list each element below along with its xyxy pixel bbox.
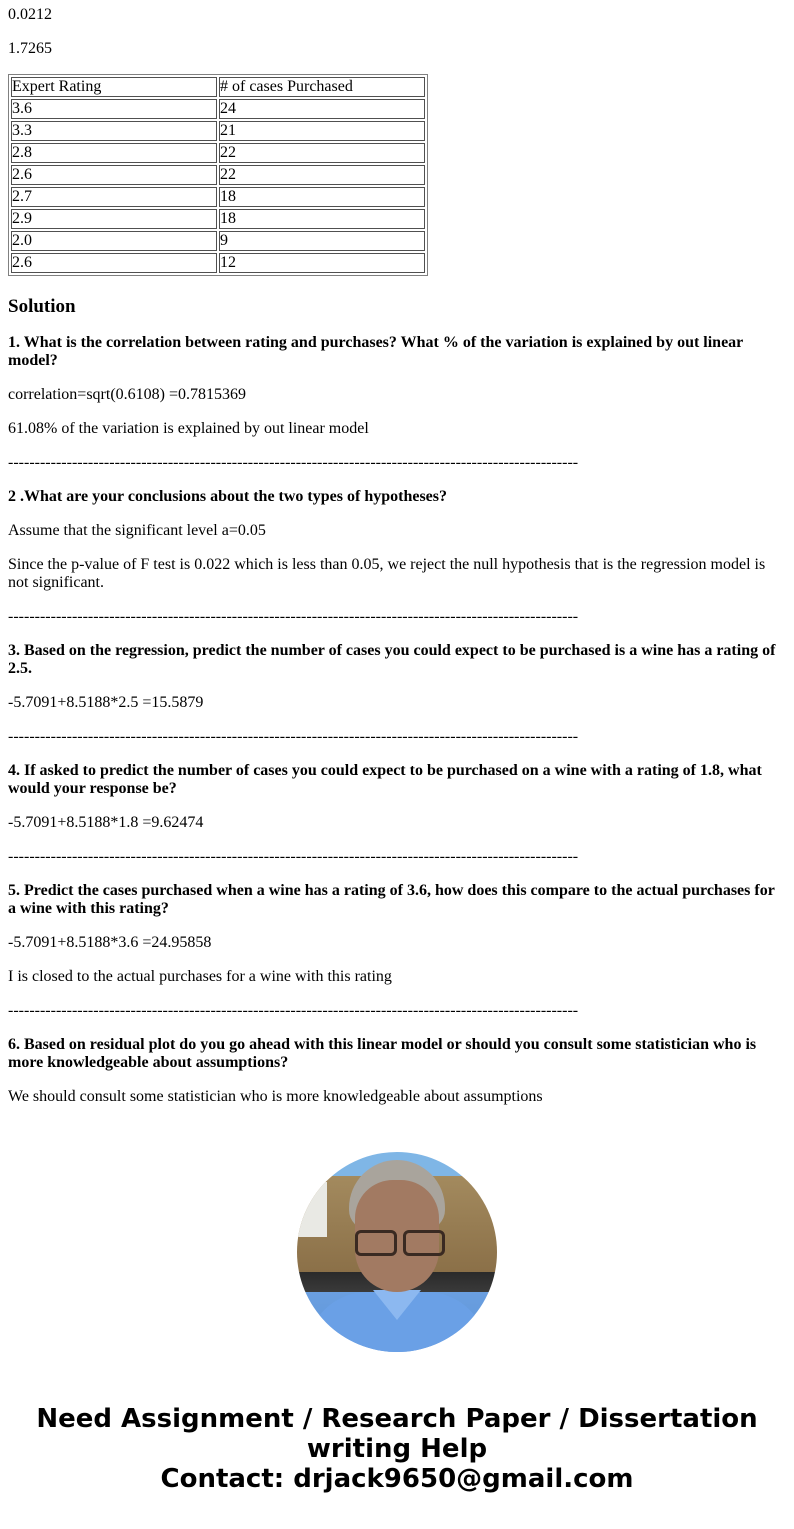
question-section-6 bbox=[8, 1036, 786, 1106]
stat-value-2: 1.7265 bbox=[8, 40, 52, 57]
promo-headline: Need Assignment / Research Paper / Dissertation writing Help bbox=[36, 1404, 758, 1464]
question-section-2 bbox=[8, 488, 786, 626]
table-cell-cases: 22 bbox=[219, 143, 425, 163]
ratings-table bbox=[8, 74, 428, 276]
table-row bbox=[11, 165, 425, 185]
solution-heading: Solution bbox=[8, 296, 76, 317]
answer-1a: correlation=sqrt(0.6108) =0.7815369 bbox=[8, 386, 246, 403]
table-row bbox=[11, 99, 425, 119]
table-header-cell: Expert Rating bbox=[11, 77, 217, 97]
stat-value-1: 0.0212 bbox=[8, 6, 52, 23]
separator-line: ----------------------------------------------------------------------------------------------------------- bbox=[8, 848, 579, 865]
author-avatar bbox=[297, 1152, 497, 1352]
table-cell-rating: 2.7 bbox=[11, 187, 217, 207]
table-row bbox=[11, 209, 425, 229]
question-section-3 bbox=[8, 642, 786, 746]
table-cell-rating: 2.6 bbox=[11, 165, 217, 185]
avatar-container bbox=[8, 1152, 786, 1352]
table-row bbox=[11, 121, 425, 141]
table-cell-cases: 21 bbox=[219, 121, 425, 141]
table-row bbox=[11, 187, 425, 207]
table-cell-rating: 3.6 bbox=[11, 99, 217, 119]
question-4: 4. If asked to predict the number of cases you could expect to be purchased on a wine with a rating of 1.8, what would your response be? bbox=[8, 762, 762, 797]
table-row bbox=[11, 231, 425, 251]
table-cell-rating: 2.8 bbox=[11, 143, 217, 163]
answer-2a: Assume that the significant level a=0.05 bbox=[8, 522, 266, 539]
glasses-icon bbox=[355, 1230, 397, 1256]
table-cell-cases: 18 bbox=[219, 187, 425, 207]
question-2: 2 .What are your conclusions about the two types of hypotheses? bbox=[8, 488, 447, 505]
table-cell-cases: 24 bbox=[219, 99, 425, 119]
promo-banner bbox=[8, 1404, 786, 1494]
table-row bbox=[11, 253, 425, 273]
question-1: 1. What is the correlation between rating and purchases? What % of the variation is explained by out linear model? bbox=[8, 334, 743, 369]
separator-line: ----------------------------------------------------------------------------------------------------------- bbox=[8, 454, 579, 471]
table-cell-rating: 2.6 bbox=[11, 253, 217, 273]
avatar-background-switchboard bbox=[297, 1182, 327, 1237]
document-page bbox=[0, 6, 794, 1494]
answer-5a: -5.7091+8.5188*3.6 =24.95858 bbox=[8, 934, 212, 951]
table-cell-rating: 2.0 bbox=[11, 231, 217, 251]
table-cell-rating: 2.9 bbox=[11, 209, 217, 229]
table-cell-cases: 9 bbox=[219, 231, 425, 251]
answer-3a: -5.7091+8.5188*2.5 =15.5879 bbox=[8, 694, 204, 711]
table-cell-cases: 22 bbox=[219, 165, 425, 185]
table-header-cell: # of cases Purchased bbox=[219, 77, 425, 97]
question-3: 3. Based on the regression, predict the number of cases you could expect to be purchased is a wine has a rating of 2.5. bbox=[8, 642, 776, 677]
glasses-icon bbox=[403, 1230, 445, 1256]
question-section-5 bbox=[8, 882, 786, 1020]
answer-6a: We should consult some statistician who is more knowledgeable about assumptions bbox=[8, 1088, 543, 1105]
table-cell-rating: 3.3 bbox=[11, 121, 217, 141]
answer-4a: -5.7091+8.5188*1.8 =9.62474 bbox=[8, 814, 204, 831]
separator-line: ----------------------------------------------------------------------------------------------------------- bbox=[8, 728, 579, 745]
question-section-4 bbox=[8, 762, 786, 866]
answer-5b: I is closed to the actual purchases for a wine with this rating bbox=[8, 968, 392, 985]
separator-line: ----------------------------------------------------------------------------------------------------------- bbox=[8, 1002, 579, 1019]
separator-line: ----------------------------------------------------------------------------------------------------------- bbox=[8, 608, 579, 625]
question-section-1 bbox=[8, 334, 786, 472]
answer-1b: 61.08% of the variation is explained by out linear model bbox=[8, 420, 369, 437]
table-header-row bbox=[11, 77, 425, 97]
promo-contact: Contact: drjack9650@gmail.com bbox=[160, 1464, 634, 1494]
table-cell-cases: 12 bbox=[219, 253, 425, 273]
question-5: 5. Predict the cases purchased when a wine has a rating of 3.6, how does this compare to the actual purchases for a wine with this rating? bbox=[8, 882, 775, 917]
table-cell-cases: 18 bbox=[219, 209, 425, 229]
answer-2b: Since the p-value of F test is 0.022 which is less than 0.05, we reject the null hypothesis that is the regression model is not significant. bbox=[8, 556, 766, 591]
question-6: 6. Based on residual plot do you go ahead with this linear model or should you consult some statistician who is more knowledgeable about assumptions? bbox=[8, 1036, 757, 1071]
table-row bbox=[11, 143, 425, 163]
